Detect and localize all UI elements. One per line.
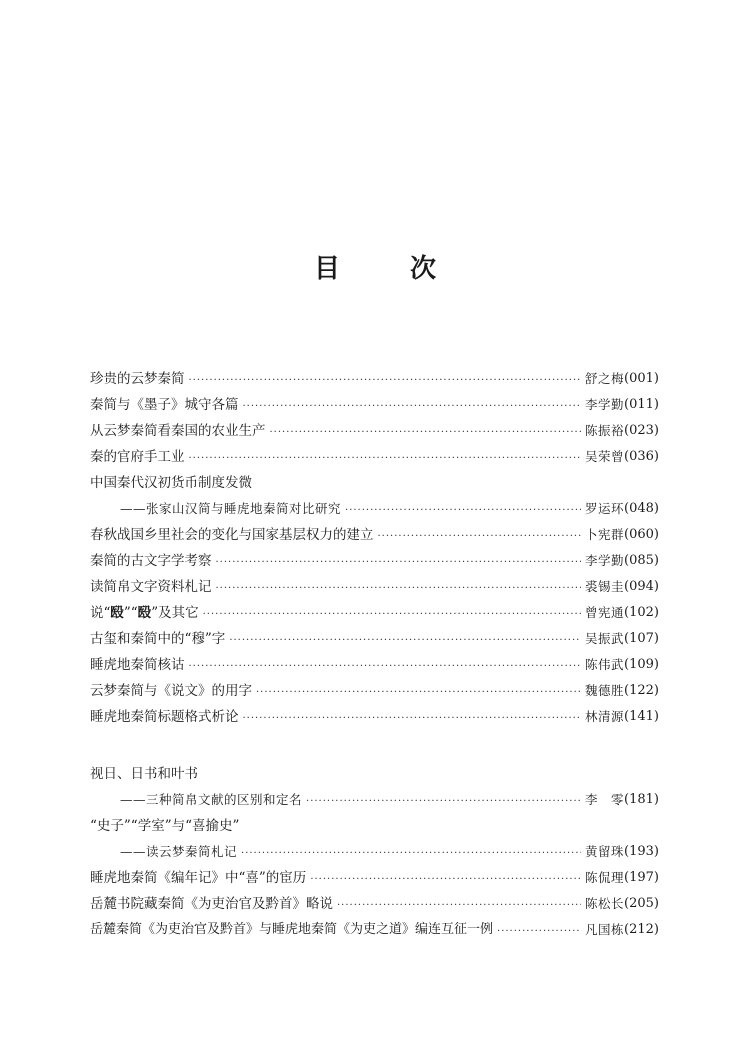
toc-entry-title: 读简帛文字资料札记	[90, 579, 212, 595]
toc-entry-page: (001)	[624, 371, 659, 386]
toc-entry-title: 古玺和秦简中的“穆”字	[90, 631, 226, 647]
toc-entry-title: 秦简的古文字学考察	[90, 553, 212, 569]
toc-entry-author: 李 零	[585, 792, 625, 807]
dot-leader	[306, 795, 581, 809]
toc-entry-title: 睡虎地秦简《编年记》中“喜”的宦历	[90, 870, 307, 886]
toc-entry-author: 曾宪通	[585, 605, 625, 620]
dot-leader	[243, 712, 582, 726]
dot-leader	[189, 374, 582, 388]
toc-entry-author: 黄留珠	[585, 844, 625, 859]
toc-entry-subtitle: ——读云梦秦简札记	[120, 844, 238, 859]
title-glyph: 殹	[137, 605, 152, 621]
toc-entry[interactable]	[90, 548, 659, 570]
toc-entry-subtitle: ——三种简帛文献的区别和定名	[120, 792, 303, 807]
toc-entry-subtitle: ——张家山汉简与睡虎地秦简对比研究	[120, 501, 342, 516]
toc-entry-author: 陈伟武	[585, 657, 625, 672]
dot-leader	[345, 504, 581, 518]
toc-entry-subtitle-row[interactable]	[90, 787, 659, 809]
toc-entry-page: (197)	[624, 870, 659, 885]
toc-entry-page: (102)	[624, 605, 659, 620]
dot-leader	[497, 925, 581, 939]
toc-entry-author: 卜宪群	[585, 527, 625, 542]
toc-entry[interactable]	[90, 470, 659, 492]
toc-entry[interactable]	[90, 600, 659, 622]
toc-entry-subtitle-row[interactable]	[90, 496, 659, 518]
toc-entry-title: 从云梦秦简看秦国的农业生产	[90, 423, 266, 439]
toc-entry-author: 裘锡圭	[585, 579, 625, 594]
toc-entry-title: 秦的官府手工业	[90, 449, 185, 465]
toc-entry[interactable]	[90, 678, 659, 700]
dot-leader	[243, 400, 582, 414]
toc-entry[interactable]	[90, 652, 659, 674]
dot-leader	[229, 634, 581, 648]
toc-entry-page: (107)	[624, 631, 659, 646]
toc-entry-page: (085)	[624, 553, 659, 568]
dot-leader	[203, 608, 581, 622]
toc-entry-page: (048)	[624, 501, 659, 516]
toc-entry-page: (094)	[624, 579, 659, 594]
toc-entry-author: 魏德胜	[585, 683, 625, 698]
dot-leader	[270, 426, 582, 440]
toc-entry-page: (205)	[624, 896, 659, 911]
toc-entry[interactable]	[90, 444, 659, 466]
page-title: 目 次	[313, 254, 458, 284]
dot-leader	[337, 899, 581, 913]
toc-entry-page: (141)	[624, 709, 659, 724]
toc-entry-title: 睡虎地秦简标题格式析论	[90, 709, 239, 725]
toc-entry[interactable]	[90, 626, 659, 648]
toc-entry[interactable]	[90, 366, 659, 388]
toc-entry-page: (036)	[624, 449, 659, 464]
toc-entry-page: (193)	[624, 844, 659, 859]
toc-entry-author: 凡国栋	[585, 922, 625, 937]
toc-entry[interactable]	[90, 704, 659, 726]
toc-entry-author: 陈松长	[585, 896, 625, 911]
toc-entry[interactable]	[90, 891, 659, 913]
dot-leader	[256, 686, 581, 700]
dot-leader	[241, 847, 581, 861]
toc-entry-author: 罗运环	[585, 501, 625, 516]
dot-leader	[216, 556, 582, 570]
title-text: ”及其它	[151, 605, 199, 621]
toc-entry-page: (109)	[624, 657, 659, 672]
toc-entry-page: (122)	[624, 683, 659, 698]
toc-entry-subtitle-row[interactable]	[90, 839, 659, 861]
toc-entry[interactable]	[90, 761, 659, 783]
dot-leader	[310, 873, 581, 887]
toc-entry-author: 吴荣曾	[585, 449, 625, 464]
table-of-contents	[90, 0, 659, 1045]
toc-entry-title: 云梦秦简与《说文》的用字	[90, 683, 252, 699]
toc-entry[interactable]	[90, 574, 659, 596]
toc-entry-title: 岳麓秦简《为吏治官及黔首》与睡虎地秦简《为吏之道》编连互征一例	[90, 922, 494, 937]
toc-entry-author: 李学勤	[585, 397, 625, 412]
title-text: ”“	[123, 605, 138, 621]
toc-entry-title: “史子”“学室”与“喜揄史”	[90, 818, 240, 834]
toc-entry-title: 睡虎地秦简核诂	[90, 657, 185, 673]
title-glyph: 殹	[110, 605, 124, 621]
toc-entry-page: (212)	[624, 922, 659, 937]
toc-entry-author: 李学勤	[585, 553, 625, 568]
dot-leader	[189, 452, 582, 466]
toc-entry-author: 陈侃理	[585, 870, 625, 885]
toc-entry-author: 陈振裕	[585, 423, 625, 438]
toc-entry-author: 吴振武	[585, 631, 625, 646]
toc-entry[interactable]	[90, 813, 659, 835]
toc-entry-title: 秦简与《墨子》城守各篇	[90, 397, 239, 413]
toc-entry-page: (011)	[624, 397, 659, 412]
dot-leader	[216, 582, 582, 596]
toc-entry[interactable]	[90, 865, 659, 887]
toc-entry-title: 岳麓书院藏秦简《为吏治官及黔首》略说	[90, 896, 333, 912]
toc-entry-title: 春秋战国乡里社会的变化与国家基层权力的建立	[90, 527, 374, 543]
toc-entry[interactable]	[90, 392, 659, 414]
toc-entry-title: 视日、日书和叶书	[90, 766, 198, 782]
dot-leader	[378, 530, 582, 544]
toc-entry-author: 舒之梅	[585, 371, 625, 386]
dot-leader	[189, 660, 582, 674]
toc-entry-title	[90, 604, 199, 622]
toc-entry-page: (181)	[624, 792, 659, 807]
toc-entry[interactable]	[90, 522, 659, 544]
toc-entry-title: 珍贵的云梦秦简	[90, 371, 185, 387]
toc-entry[interactable]	[90, 418, 659, 440]
toc-entry-author: 林清源	[585, 709, 625, 724]
toc-entry-title: 中国秦代汉初货币制度发微	[90, 475, 252, 491]
toc-entry[interactable]	[90, 917, 659, 939]
title-text: 说“	[90, 605, 111, 621]
toc-entry-page: (023)	[624, 423, 659, 438]
toc-entry-page: (060)	[624, 527, 659, 542]
